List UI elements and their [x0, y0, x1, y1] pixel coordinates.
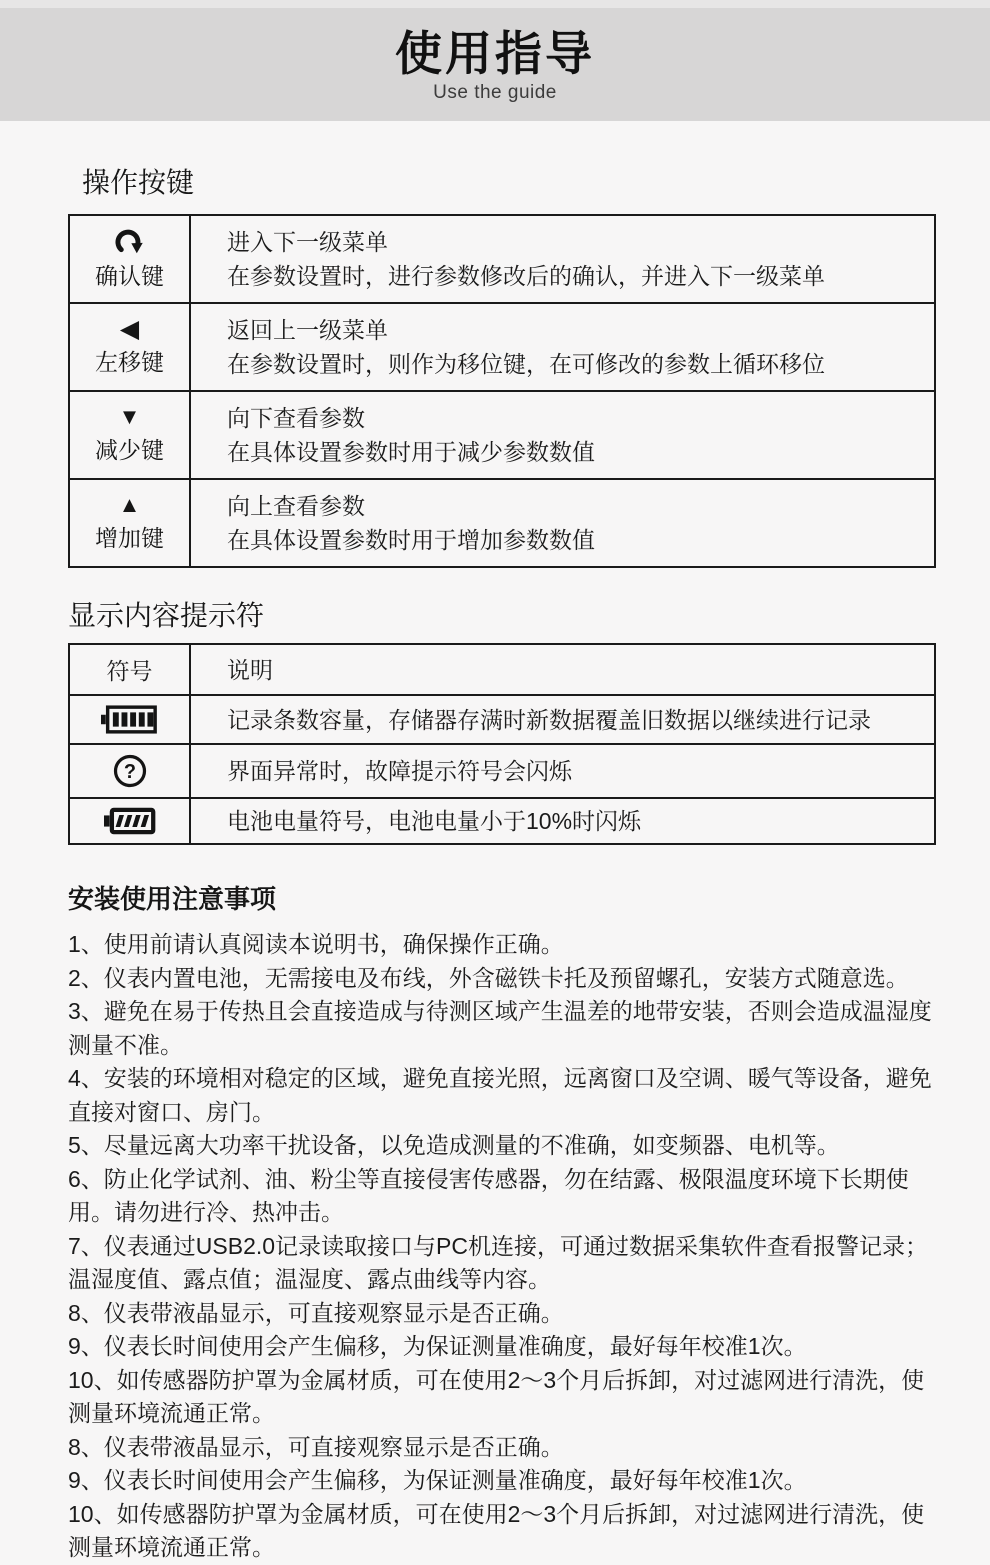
key-description-cell — [191, 304, 934, 390]
table-row — [70, 797, 934, 843]
left-triangle-icon: ◀ — [119, 315, 140, 343]
description-cell — [191, 696, 934, 743]
table-row — [70, 216, 934, 302]
note-item: 9、仪表长时间使用会产生偏移，为保证测量准确度，最好每年校准1次。 — [68, 1333, 807, 1359]
key-symbol-cell — [70, 216, 191, 302]
key-description-cell — [191, 216, 934, 302]
notes-list — [68, 928, 936, 1565]
content — [0, 161, 990, 1565]
symbol-cell — [70, 696, 191, 743]
svg-text:?: ? — [123, 761, 136, 784]
key-symbol-cell — [70, 392, 191, 478]
page-header — [0, 8, 990, 121]
description-cell — [191, 799, 934, 843]
note-item: 7、仪表通过USB2.0记录读取接口与PC机连接，可通过数据采集软件查看报警记录；温湿度值、露点值；温湿度、露点曲线等内容。 — [68, 1232, 929, 1292]
table-row — [70, 478, 934, 566]
table-row — [70, 694, 934, 743]
note-item: 9、仪表长时间使用会产生偏移，为保证测量准确度，最好每年校准1次。 — [68, 1467, 807, 1493]
key-desc-line: 向下查看参数 — [227, 405, 365, 431]
top-strip — [0, 0, 990, 8]
symbol-cell — [70, 799, 191, 843]
page-subtitle: Use the guide — [433, 81, 557, 103]
confirm-loop-arrow-icon — [114, 227, 145, 255]
record-capacity-icon — [101, 704, 158, 735]
note-item: 8、仪表带液晶显示，可直接观察显示是否正确。 — [68, 1299, 564, 1326]
key-label: 减少键 — [95, 437, 164, 463]
note-item: 10、如传感器防护罩为金属材质，可在使用2～3个月后拆卸，对过滤网进行清洗，使测量环境流通正常。 — [68, 1366, 925, 1426]
indicator-description: 记录条数容量，存储器存满时新数据覆盖旧数据以继续进行记录 — [227, 706, 871, 733]
keys-section-heading: 操作按键 — [82, 167, 195, 198]
indicator-description: 电池电量符号，电池电量小于10%时闪烁 — [227, 808, 642, 834]
note-item: 2、仪表内置电池，无需接电及布线，外含磁铁卡托及预留螺孔，安装方式随意选。 — [68, 964, 909, 991]
key-symbol-cell — [70, 480, 191, 566]
table-header-row — [70, 645, 934, 694]
key-label: 左移键 — [95, 349, 164, 375]
symbol-cell — [70, 745, 191, 797]
description-header-cell — [191, 645, 934, 694]
key-label: 确认键 — [95, 263, 164, 289]
key-description-cell — [191, 392, 934, 478]
keys-table — [68, 214, 936, 568]
question-circle-icon — [112, 753, 148, 789]
symbol-column-header: 符号 — [106, 658, 153, 684]
note-item: 1、使用前请认真阅读本说明书，确保操作正确。 — [68, 931, 564, 957]
key-symbol-cell — [70, 304, 191, 390]
key-desc-line: 向上查看参数 — [227, 493, 365, 519]
key-label: 增加键 — [95, 525, 164, 551]
note-item: 10、如传感器防护罩为金属材质，可在使用2～3个月后拆卸，对过滤网进行清洗，使测量环境流通正常。 — [68, 1500, 925, 1560]
notes-section-heading: 安装使用注意事项 — [68, 884, 277, 914]
key-desc-line: 在参数设置时，则作为移位键，在可修改的参数上循环移位 — [227, 351, 825, 377]
note-item: 4、安装的环境相对稳定的区域，避免直接光照，远离窗口及空调、暖气等设备，避免直接对窗口、房门。 — [68, 1065, 932, 1125]
key-desc-line: 在具体设置参数时用于减少参数数值 — [227, 439, 595, 465]
note-item: 6、防止化学试剂、油、粉尘等直接侵害传感器，勿在结露、极限温度环境下长期使用。请勿进行冷、热冲击。 — [68, 1165, 909, 1225]
table-row — [70, 390, 934, 478]
indicator-description: 界面异常时，故障提示符号会闪烁 — [227, 758, 572, 784]
key-desc-line: 在具体设置参数时用于增加参数数值 — [227, 527, 595, 553]
key-description-cell — [191, 480, 934, 566]
description-column-header: 说明 — [227, 656, 273, 683]
page-title: 使用指导 — [395, 27, 595, 80]
note-item: 3、避免在易于传热且会直接造成与待测区域产生温差的地带安装，否则会造成温湿度测量不准。 — [68, 998, 932, 1058]
table-row — [70, 302, 934, 390]
note-item: 8、仪表带液晶显示，可直接观察显示是否正确。 — [68, 1433, 564, 1460]
description-cell — [191, 745, 934, 797]
battery-level-icon — [104, 807, 156, 835]
indicators-section-heading: 显示内容提示符 — [68, 600, 265, 631]
symbol-header-cell — [70, 645, 191, 694]
note-item: 5、尽量远离大功率干扰设备，以免造成测量的不准确，如变频器、电机等。 — [68, 1132, 840, 1158]
down-triangle-icon: ▼ — [118, 404, 141, 429]
indicators-table — [68, 643, 936, 845]
table-row — [70, 743, 934, 797]
up-triangle-icon: ▲ — [118, 492, 141, 517]
key-desc-line: 返回上一级菜单 — [227, 317, 388, 343]
key-desc-line: 在参数设置时，进行参数修改后的确认，并进入下一级菜单 — [227, 263, 825, 289]
key-desc-line: 进入下一级菜单 — [227, 229, 388, 255]
